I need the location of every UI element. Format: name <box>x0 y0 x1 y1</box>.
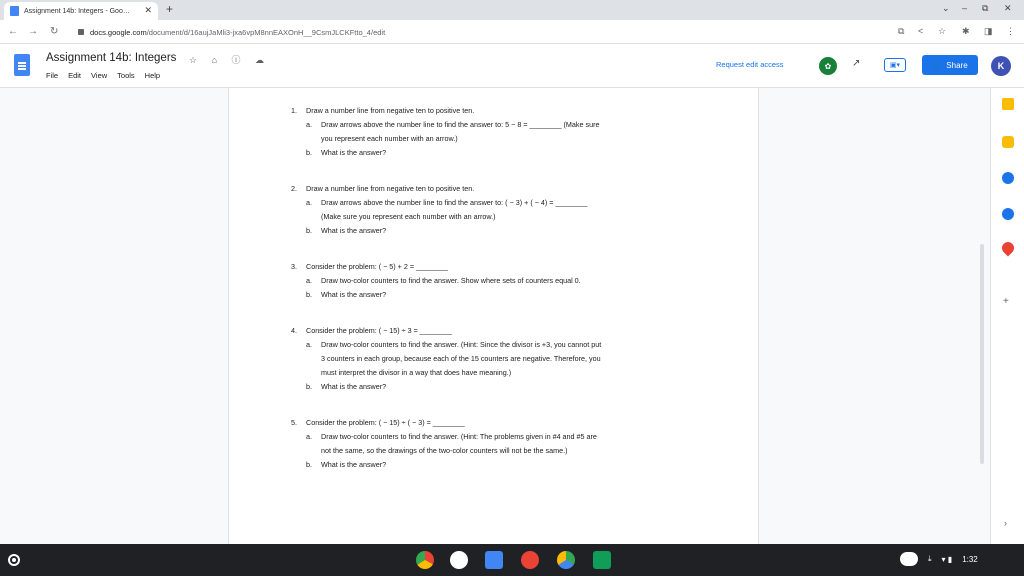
question-text: Consider the problem: ( − 15) ÷ ( − 3) = ________ <box>306 418 465 427</box>
sub-question-text: Draw arrows above the number line to find the answer to: 5 − 8 = ________ (Make sure <box>321 120 600 129</box>
sub-question-text: 3 counters in each group, because each of the 15 counters are negative. Therefore, you <box>321 354 601 363</box>
question-number: 5. <box>291 418 297 427</box>
sub-question-letter: b. <box>306 148 312 157</box>
sub-question-letter <box>306 132 321 146</box>
question-text: Draw a number line from negative ten to positive ten. <box>306 106 475 115</box>
document-canvas <box>0 88 990 544</box>
paragraph-gap <box>291 160 701 182</box>
paragraph-gap <box>291 394 701 416</box>
browser-tab[interactable] <box>4 2 158 20</box>
sub-question-letter <box>306 444 321 458</box>
sub-question-line <box>291 338 701 352</box>
forward-icon[interactable]: → <box>28 26 38 37</box>
question-item <box>291 416 701 430</box>
sub-question-text: Draw two-color counters to find the answer. (Hint: Since the divisor is +3, you cannot put <box>321 340 602 349</box>
sub-question-letter: b. <box>306 226 312 235</box>
sub-question-line <box>291 444 701 458</box>
new-tab-button[interactable]: + <box>166 2 174 16</box>
sub-question-letter <box>306 366 321 380</box>
sub-question-line <box>291 458 701 472</box>
launcher-icon[interactable] <box>8 554 20 566</box>
activity-trend-icon[interactable]: ↗ <box>852 58 861 69</box>
addon-icon[interactable]: ✿ <box>819 57 837 75</box>
add-addon-icon[interactable]: + <box>1003 296 1009 307</box>
sub-question-text: you represent each number with an arrow.) <box>321 134 458 143</box>
sub-question-line <box>291 380 701 394</box>
menu-help[interactable]: Help <box>144 71 161 80</box>
download-icon[interactable]: ⤓ <box>928 554 932 563</box>
window-close-icon[interactable]: ✕ <box>1004 3 1012 13</box>
calendar-icon[interactable] <box>1002 98 1014 110</box>
os-shelf <box>0 544 1024 576</box>
wifi-battery-icon: ▾ ▮ <box>941 554 953 564</box>
question-item <box>291 104 701 118</box>
sub-question-letter <box>306 352 321 366</box>
paragraph-gap <box>291 302 701 324</box>
question-item <box>291 182 701 196</box>
holding-space-icon[interactable] <box>900 552 918 566</box>
gmail-icon[interactable] <box>450 551 468 569</box>
title-actions-icon[interactable]: ☆ ⌂ ⓘ ☁ <box>189 55 271 65</box>
share-page-icon[interactable]: < <box>918 26 924 36</box>
sub-question-line <box>291 210 701 224</box>
reload-icon[interactable]: ↻ <box>50 26 59 37</box>
question-item <box>291 260 701 274</box>
keep-icon[interactable] <box>1002 136 1014 148</box>
sub-question-letter: b. <box>306 460 312 469</box>
sub-question-letter: a. <box>306 340 312 349</box>
clock: 1:32 <box>962 554 978 564</box>
menu-view[interactable]: View <box>91 71 108 80</box>
status-area[interactable] <box>900 552 978 566</box>
classroom-icon[interactable] <box>593 551 611 569</box>
address-bar-row <box>0 20 1024 44</box>
collapse-panel-icon[interactable]: › <box>1004 518 1007 528</box>
present-icon[interactable]: ▣▾ <box>884 58 906 72</box>
question-item <box>291 324 701 338</box>
share-label: Share <box>946 60 968 70</box>
sub-question-text: What is the answer? <box>321 382 387 391</box>
menu-bar <box>46 71 160 80</box>
lock-icon <box>78 29 84 35</box>
docs-header <box>0 44 1024 88</box>
restore-icon[interactable]: ⧉ <box>982 3 989 13</box>
sub-question-letter <box>306 210 321 224</box>
sub-question-line <box>291 118 701 132</box>
sub-question-text: What is the answer? <box>321 460 387 469</box>
document-page <box>228 88 759 544</box>
url-host: docs.google.com <box>90 27 147 37</box>
sub-question-text: Draw two-color counters to find the answer. Show where sets of counters equal 0. <box>321 276 581 285</box>
request-edit-access-button[interactable]: Request edit access <box>716 60 784 69</box>
document-title[interactable]: Assignment 14b: Integers <box>46 52 177 64</box>
question-text: Consider the problem: ( − 5) + 2 = ________ <box>306 262 449 271</box>
docs-favicon-icon <box>10 6 19 16</box>
sub-question-text: must interpret the divisor in a way that does have meaning.) <box>321 368 512 377</box>
sub-question-text: (Make sure you represent each number with an arrow.) <box>321 212 496 221</box>
document-content <box>291 104 701 472</box>
contacts-icon[interactable] <box>1002 208 1014 220</box>
share-button[interactable] <box>922 55 978 75</box>
tab-title: Assignment 14b: Integers - Goo… <box>24 7 130 15</box>
bookmark-star-icon[interactable]: ☆ <box>938 26 947 36</box>
menu-file[interactable]: File <box>46 71 59 80</box>
tab-search-icon[interactable]: ⌄ <box>942 3 950 13</box>
menu-edit[interactable]: Edit <box>68 71 82 80</box>
question-text: Draw a number line from negative ten to positive ten. <box>306 184 475 193</box>
sub-question-line <box>291 288 701 302</box>
sub-question-text: not the same, so the drawings of the two-color counters will not be the same.) <box>321 446 568 455</box>
sub-question-letter: a. <box>306 198 312 207</box>
side-panel-icon[interactable]: ◨ <box>984 26 993 36</box>
tab-close-icon[interactable]: ✕ <box>144 5 152 15</box>
sub-question-text: Draw arrows above the number line to find the answer to: ( − 3) + ( − 4) = ________ <box>321 198 588 207</box>
back-icon[interactable]: ← <box>8 26 18 37</box>
browser-menu-icon[interactable]: ⋮ <box>1006 26 1015 36</box>
sub-question-text: What is the answer? <box>321 290 387 299</box>
sub-question-line <box>291 430 701 444</box>
sub-question-text: What is the answer? <box>321 226 387 235</box>
avatar[interactable]: K <box>991 56 1011 76</box>
url-path: /document/d/16aujJaMli3-jxa6vpM8nnEAXOnH__9CsmJLCKFtto_4/edit <box>146 27 386 37</box>
sub-question-text: Draw two-color counters to find the answer. (Hint: The problems given in #4 and #5 are <box>321 432 597 441</box>
question-number: 2. <box>291 184 297 193</box>
sub-question-line <box>291 274 701 288</box>
sub-question-line <box>291 196 701 210</box>
question-text: Consider the problem: ( − 15) ÷ 3 = ________ <box>306 326 452 335</box>
question-number: 4. <box>291 326 297 335</box>
sub-question-line <box>291 132 701 146</box>
question-number: 3. <box>291 262 297 271</box>
tasks-icon[interactable] <box>1002 172 1014 184</box>
youtube-icon[interactable] <box>521 551 539 569</box>
sub-question-line <box>291 224 701 238</box>
sub-question-line <box>291 366 701 380</box>
maps-icon[interactable] <box>1000 240 1017 257</box>
sub-question-letter: a. <box>306 432 312 441</box>
menu-tools[interactable]: Tools <box>117 71 135 80</box>
sub-question-letter: b. <box>306 382 312 391</box>
docs-app-icon[interactable] <box>485 551 503 569</box>
sub-question-letter: a. <box>306 276 312 285</box>
sub-question-line <box>291 352 701 366</box>
docs-logo-icon[interactable] <box>14 54 30 76</box>
extensions-icon[interactable]: ✱ <box>962 26 970 36</box>
side-panel <box>990 88 1024 544</box>
paragraph-gap <box>291 238 701 260</box>
browser-tab-bar <box>0 0 1024 20</box>
sub-question-letter: a. <box>306 120 312 129</box>
open-in-app-icon[interactable]: ⧉ <box>898 26 905 36</box>
sub-question-text: What is the answer? <box>321 148 387 157</box>
play-store-icon[interactable] <box>557 551 575 569</box>
sub-question-letter: b. <box>306 290 312 299</box>
scrollbar[interactable] <box>980 244 984 464</box>
person-icon: 👤 <box>932 60 943 70</box>
chrome-icon[interactable] <box>416 551 434 569</box>
url-field[interactable] <box>78 24 878 40</box>
question-number: 1. <box>291 106 297 115</box>
sub-question-line <box>291 146 701 160</box>
minimize-icon[interactable]: – <box>962 3 968 13</box>
